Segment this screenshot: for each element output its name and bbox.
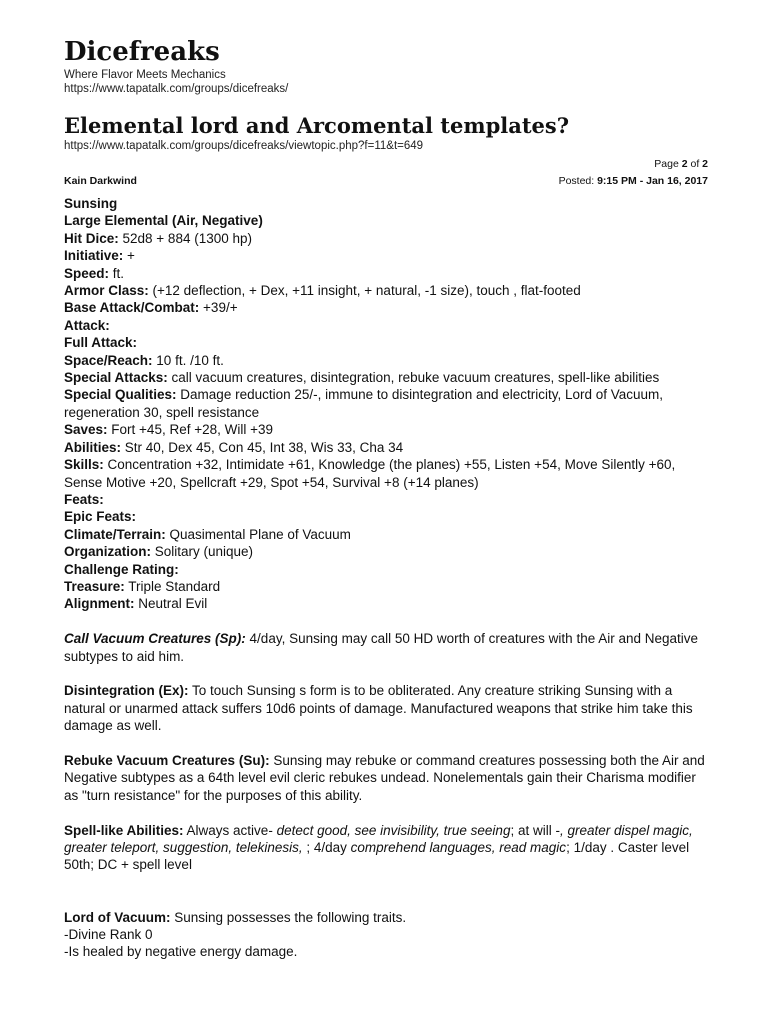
stat-special-attacks — [64, 369, 708, 386]
stat-label: Treasure: — [64, 578, 125, 594]
stat-label: Alignment: — [64, 596, 135, 612]
site-url[interactable]: https://www.tapatalk.com/groups/dicefreaks/ — [64, 83, 289, 95]
stat-label: Initiative: — [64, 248, 124, 264]
ability-text: Sunsing possesses the following traits. — [170, 909, 407, 925]
stat-challenge-rating — [64, 561, 708, 578]
topic-url[interactable]: https://www.tapatalk.com/groups/dicefreaks/viewtopic.php?f=11&t=649 — [64, 140, 424, 152]
topic-title: Elemental lord and Arcomental templates? — [64, 113, 570, 138]
ability-spell-like — [64, 822, 708, 874]
ability-text: To touch Sunsing s form is to be obliterated. Any creature striking Sunsing with a natural or unarmed attack suffers 10d6 points of damage. Manufactured weapons that strike him take this damage as well. — [64, 683, 693, 734]
stat-label: Hit Dice: — [64, 230, 119, 246]
ability-text: ; 1/day . Caster level 50th; DC + spell level — [64, 839, 690, 873]
stat-value: 52d8 + 884 (1300 hp) — [118, 230, 252, 246]
site-tagline: Where Flavor Meets Mechanics — [64, 69, 226, 81]
page-prefix: Page — [654, 158, 682, 170]
ability-label: Disintegration (Ex): — [64, 683, 189, 699]
spell-list-4-day: comprehend languages, read magic — [350, 839, 567, 855]
ability-text: Always active- — [183, 822, 277, 838]
stat-value: Damage reduction 25/-, immune to disintegration and electricity, Lord of Vacuum, regeneration 30, spell resistance — [64, 387, 664, 420]
trait-item: -Divine Rank 0 — [64, 926, 153, 942]
stat-feats — [64, 491, 708, 508]
post-author: Kain Darkwind — [64, 175, 137, 187]
stat-full-attack — [64, 334, 708, 351]
stat-value: 10 ft. /10 ft. — [152, 352, 224, 368]
stat-value: + — [123, 248, 135, 264]
stat-label: Space/Reach: — [64, 352, 153, 368]
ability-text: Sunsing may rebuke or command creatures possessing both the Air and Negative subtypes as a 64th level evil cleric rebukes undead. Nonelementals gain their Charisma modifier as "turn resistance" for the purposes of this ability. — [64, 752, 705, 803]
stat-climate — [64, 526, 708, 543]
stat-block — [64, 195, 708, 613]
page-of: of — [687, 158, 703, 170]
stat-speed — [64, 265, 708, 282]
stat-alignment — [64, 595, 708, 612]
stat-value: Concentration +32, Intimidate +61, Knowledge (the planes) +55, Listen +54, Move Silently +60, Sense Motive +20, Spellcraft +29, Spot +54, Survival +8 (+14 planes) — [64, 457, 676, 490]
ability-text: 4/day, Sunsing may call 50 HD worth of creatures with the Air and Negative subtypes to aid him. — [64, 631, 699, 664]
document-page — [64, 36, 708, 961]
stat-hit-dice — [64, 230, 708, 247]
stat-label: Organization: — [64, 544, 151, 560]
stat-label: Attack: — [64, 317, 110, 333]
stat-label: Abilities: — [64, 439, 122, 455]
page-current: 2 — [681, 158, 688, 170]
stat-value: Triple Standard — [124, 578, 221, 594]
stat-label: Armor Class: — [64, 283, 149, 299]
stat-value: call vacuum creatures, disintegration, rebuke vacuum creatures, spell-like abilities — [167, 370, 660, 386]
ability-text: ; 4/day — [302, 839, 351, 855]
stat-label: Special Attacks: — [64, 370, 168, 386]
stat-value: (+12 deflection, + Dex, +11 insight, + natural, -1 size), touch , flat-footed — [148, 283, 581, 299]
stat-saves — [64, 421, 708, 438]
stat-label: Saves: — [64, 422, 108, 438]
stat-label: Feats: — [64, 491, 104, 507]
ability-label: Spell-like Abilities: — [64, 822, 184, 838]
stat-value: ft. — [109, 265, 125, 281]
trait-item: -Is healed by negative energy damage. — [64, 944, 298, 960]
stat-label: Challenge Rating: — [64, 561, 179, 577]
stat-label: Epic Feats: — [64, 509, 137, 525]
post-meta — [64, 175, 708, 188]
stat-base-attack — [64, 299, 708, 316]
stat-treasure — [64, 578, 708, 595]
ability-label: Rebuke Vacuum Creatures (Su): — [64, 752, 270, 768]
stat-epic-feats — [64, 508, 708, 525]
ability-text: ; at will - — [510, 822, 560, 838]
spell-list-at-will: detect good, see invisibility, true seeing — [276, 822, 511, 838]
stat-skills — [64, 456, 708, 491]
post-date — [559, 175, 708, 188]
ability-call-vacuum — [64, 630, 708, 665]
stat-label: Base Attack/Combat: — [64, 300, 200, 316]
ability-disintegration — [64, 682, 708, 734]
stat-value: Quasimental Plane of Vacuum — [165, 526, 351, 542]
stat-special-qualities — [64, 386, 708, 421]
stat-space-reach — [64, 352, 708, 369]
stat-label: Speed: — [64, 265, 110, 281]
site-title: Dicefreaks — [64, 37, 220, 67]
stat-value: Str 40, Dex 45, Con 45, Int 38, Wis 33, Cha 34 — [121, 439, 404, 455]
stat-label: Skills: — [64, 457, 104, 473]
page-total: 2 — [702, 158, 708, 170]
monster-type-text: Large Elemental (Air, Negative) — [64, 213, 263, 229]
stat-label: Full Attack: — [64, 335, 138, 351]
monster-type — [64, 212, 708, 229]
posted-value: 9:15 PM - Jan 16, 2017 — [597, 175, 708, 187]
monster-name-text: Sunsing — [64, 196, 118, 211]
stat-attack — [64, 317, 708, 334]
ability-label: Lord of Vacuum: — [64, 909, 171, 925]
stat-organization — [64, 543, 708, 560]
posted-label: Posted: — [558, 175, 598, 187]
stat-value: Solitary (unique) — [151, 544, 254, 560]
stat-initiative — [64, 247, 708, 264]
spell-list-at-will-2: , greater dispel magic, greater teleport, suggestion, telekinesis, — [64, 822, 693, 855]
page-indicator — [64, 158, 708, 171]
stat-abilities — [64, 439, 708, 456]
stat-value: Fort +45, Ref +28, Will +39 — [107, 422, 274, 438]
monster-name — [64, 195, 708, 212]
ability-lord-of-vacuum — [64, 909, 708, 961]
stat-armor-class — [64, 282, 708, 299]
stat-label: Special Qualities: — [64, 387, 177, 403]
stat-value: +39/+ — [199, 300, 238, 316]
ability-rebuke-vacuum — [64, 752, 708, 804]
ability-label: Call Vacuum Creatures (Sp): — [64, 631, 246, 647]
stat-value: Neutral Evil — [134, 596, 208, 612]
stat-label: Climate/Terrain: — [64, 526, 166, 542]
